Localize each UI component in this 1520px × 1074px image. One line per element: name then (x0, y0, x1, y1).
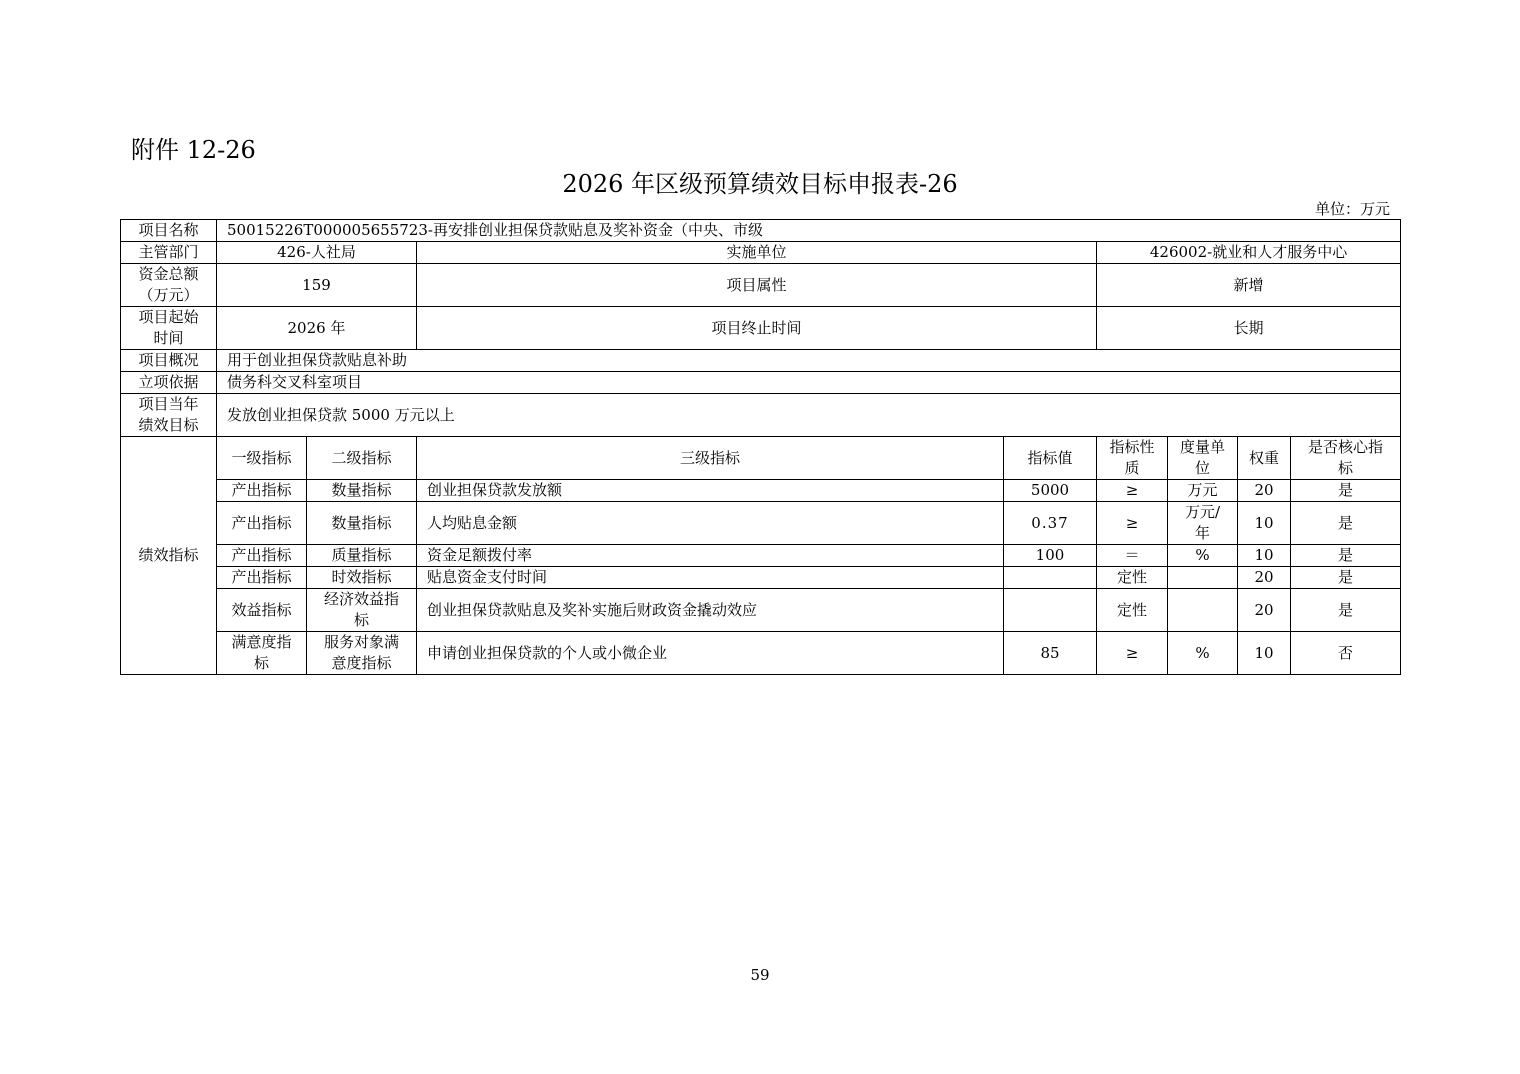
impl-value: 426002-就业和人才服务中心 (1097, 242, 1401, 264)
row-fund (121, 264, 1401, 307)
page-number: 59 (750, 966, 770, 984)
core-cell: 是 (1291, 502, 1401, 545)
header-level1: 一级指标 (217, 437, 307, 480)
fund-label-line1: 资金总额 (138, 265, 199, 283)
goal-label-line2: 绩效目标 (138, 416, 199, 434)
level2-cell-line2: 标 (353, 611, 369, 629)
weight-cell: 10 (1238, 502, 1291, 545)
value-cell: 85 (1004, 632, 1097, 675)
row-overview (121, 350, 1401, 372)
impl-label: 实施单位 (417, 242, 1097, 264)
level2-cell: 数量指标 (307, 480, 417, 502)
value-cell: 5000 (1004, 480, 1097, 502)
unit-cell (1168, 589, 1238, 632)
level3-cell: 资金足额拨付率 (417, 545, 1004, 567)
level2-cell-line2: 意度指标 (331, 654, 392, 672)
level1-cell: 产出指标 (217, 502, 307, 545)
table-row (121, 480, 1401, 502)
table-row (121, 632, 1401, 675)
core-cell: 否 (1291, 632, 1401, 675)
project-name-value: 50015226T000005655723-再安排创业担保贷款贴息及奖补资金（中央、市级 (217, 220, 1401, 242)
goal-value: 发放创业担保贷款 5000 万元以上 (217, 394, 1401, 437)
row-department (121, 242, 1401, 264)
basis-label: 立项依据 (121, 372, 217, 394)
start-value: 2026 年 (217, 307, 417, 350)
level1-cell-line1: 满意度指 (231, 633, 292, 651)
end-label: 项目终止时间 (417, 307, 1097, 350)
row-goal (121, 394, 1401, 437)
level1-cell-line2: 标 (253, 654, 269, 672)
table-row (121, 589, 1401, 632)
indicators-section-label: 绩效指标 (121, 437, 217, 675)
indicator-header-row (121, 437, 1401, 480)
table-row (121, 567, 1401, 589)
weight-cell: 10 (1238, 545, 1291, 567)
dept-value: 426-人社局 (217, 242, 417, 264)
weight-cell: 20 (1238, 567, 1291, 589)
header-core (1291, 437, 1401, 480)
header-nature-line1: 指标性 (1109, 438, 1155, 456)
attachment-label: 附件 12-26 (131, 136, 256, 164)
level2-cell-line1: 服务对象满 (323, 633, 399, 651)
level3-cell: 贴息资金支付时间 (417, 567, 1004, 589)
nature-cell: ＝ (1097, 545, 1168, 567)
core-cell: 是 (1291, 589, 1401, 632)
level3-cell: 创业担保贷款贴息及奖补实施后财政资金撬动效应 (417, 589, 1004, 632)
unit-cell (1168, 567, 1238, 589)
level3-cell: 创业担保贷款发放额 (417, 480, 1004, 502)
table-row (121, 545, 1401, 567)
goal-label-line1: 项目当年 (138, 395, 199, 413)
nature-cell: ≥ (1097, 480, 1168, 502)
level2-cell: 数量指标 (307, 502, 417, 545)
header-core-line2: 标 (1338, 459, 1354, 477)
row-basis (121, 372, 1401, 394)
level2-cell: 时效指标 (307, 567, 417, 589)
header-level2: 二级指标 (307, 437, 417, 480)
performance-target-table (120, 219, 1401, 675)
start-label (121, 307, 217, 350)
goal-label (121, 394, 217, 437)
dept-label: 主管部门 (121, 242, 217, 264)
weight-cell: 20 (1238, 589, 1291, 632)
header-core-line1: 是否核心指 (1308, 438, 1384, 456)
unit-cell: % (1168, 632, 1238, 675)
level1-cell: 效益指标 (217, 589, 307, 632)
header-unit-line1: 度量单 (1179, 438, 1225, 456)
unit-note: 单位：万元 (1314, 200, 1390, 218)
unit-cell-line1: 万元/ (1184, 503, 1221, 521)
start-label-line2: 时间 (153, 329, 184, 347)
unit-cell: % (1168, 545, 1238, 567)
start-label-line1: 项目起始 (138, 308, 199, 326)
nature-cell: ≥ (1097, 632, 1168, 675)
row-period (121, 307, 1401, 350)
attr-value: 新增 (1097, 264, 1401, 307)
fund-value: 159 (217, 264, 417, 307)
core-cell: 是 (1291, 480, 1401, 502)
core-cell: 是 (1291, 567, 1401, 589)
nature-cell: ≥ (1097, 502, 1168, 545)
nature-cell: 定性 (1097, 567, 1168, 589)
header-level3: 三级指标 (417, 437, 1004, 480)
page-title: 2026 年区级预算绩效目标申报表-26 (562, 170, 958, 198)
value-cell (1004, 589, 1097, 632)
basis-value: 债务科交叉科室项目 (217, 372, 1401, 394)
level2-cell (307, 589, 417, 632)
table-row (121, 502, 1401, 545)
header-unit-line2: 位 (1194, 459, 1210, 477)
unit-cell-line2: 年 (1194, 524, 1210, 542)
project-name-label: 项目名称 (121, 220, 217, 242)
unit-cell (1168, 502, 1238, 545)
value-cell: 0.37 (1004, 502, 1097, 545)
unit-cell: 万元 (1168, 480, 1238, 502)
value-cell (1004, 567, 1097, 589)
level1-cell: 产出指标 (217, 480, 307, 502)
level1-cell: 产出指标 (217, 545, 307, 567)
nature-cell: 定性 (1097, 589, 1168, 632)
weight-cell: 20 (1238, 480, 1291, 502)
header-unit (1168, 437, 1238, 480)
header-nature (1097, 437, 1168, 480)
overview-label: 项目概况 (121, 350, 217, 372)
header-value: 指标值 (1004, 437, 1097, 480)
level3-cell: 人均贴息金额 (417, 502, 1004, 545)
end-value: 长期 (1097, 307, 1401, 350)
attr-label: 项目属性 (417, 264, 1097, 307)
level1-cell: 产出指标 (217, 567, 307, 589)
level1-cell (217, 632, 307, 675)
fund-label (121, 264, 217, 307)
core-cell: 是 (1291, 545, 1401, 567)
header-weight: 权重 (1238, 437, 1291, 480)
weight-cell: 10 (1238, 632, 1291, 675)
level2-cell-line1: 经济效益指 (323, 590, 399, 608)
header-nature-line2: 质 (1124, 459, 1140, 477)
level2-cell (307, 632, 417, 675)
level2-cell: 质量指标 (307, 545, 417, 567)
fund-label-line2: （万元） (138, 286, 199, 304)
overview-value: 用于创业担保贷款贴息补助 (217, 350, 1401, 372)
value-cell: 100 (1004, 545, 1097, 567)
row-project-name (121, 220, 1401, 242)
level3-cell: 申请创业担保贷款的个人或小微企业 (417, 632, 1004, 675)
